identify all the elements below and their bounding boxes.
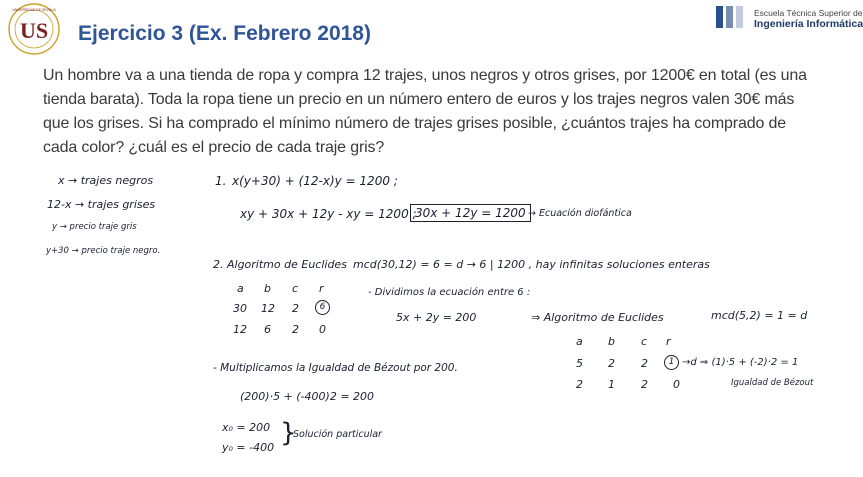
bezout-label: Igualdad de Bézout xyxy=(731,378,814,388)
table1-header-a: a xyxy=(237,282,244,295)
diophantine-label: → Ecuación diofántica xyxy=(528,208,632,219)
table1-cell: 30 xyxy=(233,302,247,315)
logo-bar xyxy=(716,6,723,28)
table2-cell: 1 xyxy=(608,378,615,391)
table2-cell: 2 xyxy=(641,378,648,391)
euclid2-label: ⇒ Algoritmo de Euclides xyxy=(531,311,664,324)
gcd2-circled: 1 xyxy=(664,355,679,370)
step2-mcd: mcd(30,12) = 6 = d → 6 | 1200 , hay infinitas soluciones enteras xyxy=(353,258,710,271)
step2-title: 2. Algoritmo de Euclides xyxy=(213,258,347,271)
step1-equation: x(y+30) + (12-x)y = 1200 ; xyxy=(232,174,398,188)
reduced-equation: 5x + 2y = 200 xyxy=(396,311,477,324)
divide-text: - Dividimos la ecuación entre 6 : xyxy=(368,287,531,298)
table2-cell: 2 xyxy=(608,357,615,370)
table2-header-c: c xyxy=(641,335,648,348)
table2-header-a: a xyxy=(576,335,583,348)
gcd-circled: 6 xyxy=(315,300,330,315)
step1-number: 1. xyxy=(215,174,227,188)
table2-cell: 2 xyxy=(576,378,583,391)
logo-bar xyxy=(726,6,733,28)
table2-cell: 0 xyxy=(673,378,680,391)
y0-value: y₀ = -400 xyxy=(222,441,275,454)
euclid2-mcd: mcd(5,2) = 1 = d xyxy=(711,309,808,322)
diophantine-equation-box: 30x + 12y = 1200 xyxy=(410,204,531,222)
school-name-line2: Ingeniería Informática xyxy=(754,18,863,30)
multiply-equation: (200)·5 + (-400)2 = 200 xyxy=(240,390,375,403)
school-name-line1: Escuela Técnica Superior de xyxy=(754,8,863,18)
logo-bar xyxy=(736,6,743,28)
school-logo xyxy=(716,5,863,35)
x0-value: x₀ = 200 xyxy=(222,421,271,434)
multiply-text: - Multiplicamos la Igualdad de Bézout por 200. xyxy=(213,362,458,374)
table2-cell: 2 xyxy=(641,357,648,370)
def-y30: y+30 → precio traje negro. xyxy=(46,246,161,256)
table1-cell: 2 xyxy=(292,302,299,315)
table1-cell: 12 xyxy=(261,302,275,315)
table2-cell: 5 xyxy=(576,357,583,370)
university-logo xyxy=(6,2,62,56)
table1-header-b: b xyxy=(264,282,271,295)
table1-cell: 2 xyxy=(292,323,299,336)
table2-header-r: r xyxy=(666,335,671,348)
table1-header-r: r xyxy=(319,282,324,295)
bezout-identity: →d ⇒ (1)·5 + (-2)·2 = 1 xyxy=(682,357,799,368)
step1-expanded: xy + 30x + 12y - xy = 1200 ; xyxy=(240,207,417,221)
problem-statement: Un hombre va a una tienda de ropa y compra 12 trajes, unos negros y otros grises, por 1200€ en total (es una tienda barata). Toda la ropa tiene un precio en un número entero de euros y los trajes negros valen 30€ más que los grises. Si ha comprado el mínimo número de trajes grises posible, ¿cuántos trajes ha comprado de cada color? ¿cuál es el precio de cada traje gris? xyxy=(43,67,807,156)
logo-letters: US xyxy=(19,18,49,43)
def-y: y → precio traje gris xyxy=(52,222,137,232)
table2-header-b: b xyxy=(608,335,615,348)
table1-cell: 0 xyxy=(319,323,326,336)
table1-cell: 6 xyxy=(264,323,271,336)
table1-cell: 12 xyxy=(233,323,247,336)
def-x: x → trajes negros xyxy=(58,174,154,187)
def-12-x: 12-x → trajes grises xyxy=(47,198,156,211)
particular-solution-label: Solución particular xyxy=(293,429,382,440)
page-title: Ejercicio 3 (Ex. Febrero 2018) xyxy=(78,22,371,45)
table1-header-c: c xyxy=(292,282,299,295)
logo-ring-text: UNIVERSIDAD DE SEVILLA xyxy=(12,8,56,12)
brace-icon: } xyxy=(280,418,297,448)
